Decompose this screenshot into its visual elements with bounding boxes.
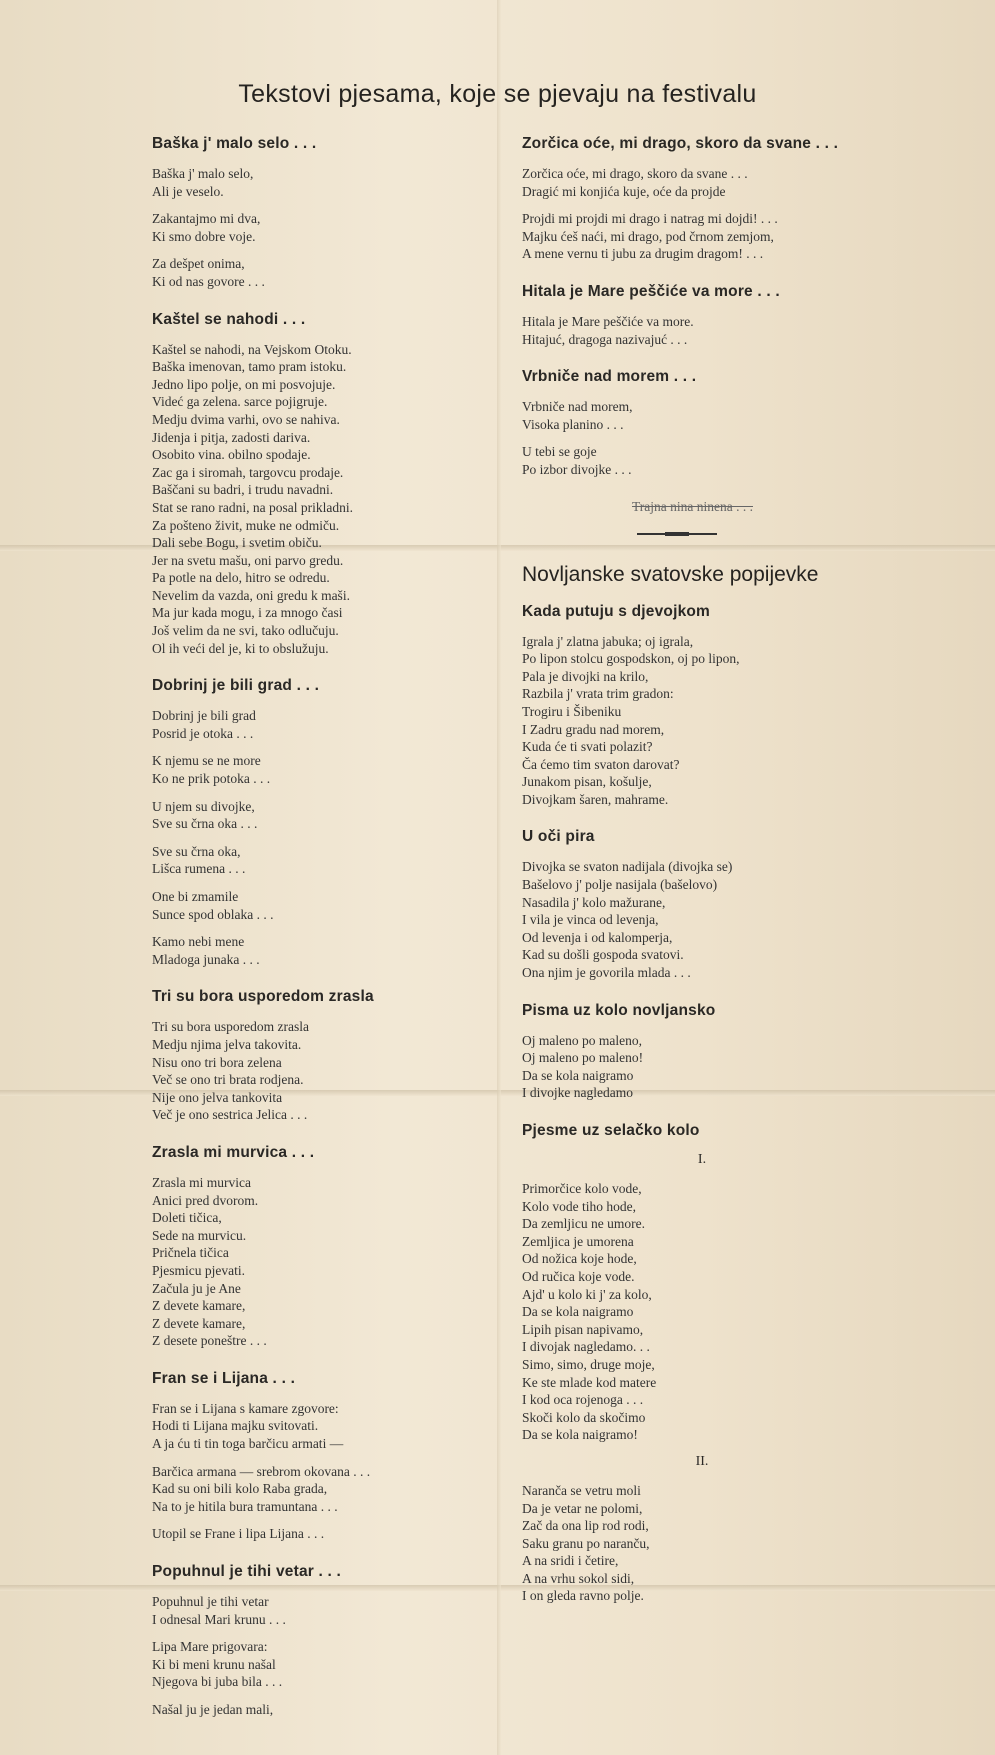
poem-heading: Kaštel se nahodi . . . (152, 310, 306, 328)
poem-section (152, 1563, 482, 1719)
poem-line: Sunce spod oblaka . . . (152, 906, 274, 922)
poem-line: Našal ju je jedan mali, (152, 1702, 274, 1717)
poem-section (522, 1122, 882, 1605)
stanza (152, 843, 482, 878)
poem-line: Nasadila j' kolo mažurane, (522, 894, 666, 910)
poem-line: Anici pred dvorom. (152, 1192, 259, 1208)
poem-line: Za dešpet onima, (152, 256, 245, 272)
poem-heading: Fran se i Lijana . . . (152, 1369, 296, 1387)
stanza (152, 798, 482, 833)
stanza (522, 443, 882, 478)
poem-line: Sve su črna oka . . . (152, 816, 258, 832)
stanza (152, 341, 482, 658)
poem-line: Ajd' u kolo ki j' za kolo, (522, 1286, 652, 1302)
poem-line: Z devete kamare, (152, 1298, 246, 1314)
poem-line: Jer na svetu mašu, oni parvo gredu. (152, 552, 344, 568)
poem-heading: Pisma uz kolo novljansko (522, 1001, 716, 1019)
poem-section (152, 135, 482, 291)
poem-heading: Zorčica oće, mi drago, skoro da svane . . . (522, 135, 839, 152)
poem-line: Pričnela tičica (152, 1245, 229, 1261)
poem-line: Sve su črna oka, (152, 843, 241, 859)
poem-heading: Kada putuju s djevojkom (522, 602, 711, 620)
poem-line: Medju njima jelva takovita. (152, 1036, 302, 1052)
poem-line: Ko ne prik potoka . . . (152, 771, 271, 787)
poem-line: Zemljica je umorena (522, 1233, 634, 1249)
poem-line: Ali je veselo. (152, 183, 224, 199)
poem-line: I divojak nagledamo. . . (522, 1339, 650, 1355)
stanza (152, 888, 482, 923)
poem-line: Medju dvima varhi, ovo se nahiva. (152, 411, 340, 427)
poem-line: A na sridi i četire, (522, 1553, 619, 1569)
poem-line: Njegova bi juba bila . . . (152, 1674, 283, 1690)
stanza (152, 1018, 482, 1124)
poem-line: I vila je vinca od levenja, (522, 912, 659, 928)
poem-section (522, 135, 882, 263)
poem-heading: Pjesme uz selačko kolo (522, 1122, 700, 1139)
poem-section (152, 677, 482, 968)
poem-line: U njem su divojke, (152, 798, 255, 814)
poem-line: Tri su bora usporedom zrasla (152, 1019, 309, 1035)
poem-line: A mene vernu ti jubu za drugim dragom! . . . (522, 246, 764, 262)
refrain-line: Trajna nina ninena . . . (632, 498, 753, 514)
poem-line: Lipih pisan napivamo, (522, 1321, 644, 1337)
stanza (152, 210, 482, 245)
poem-line: Barčica armana — srebrom okovana . . . (152, 1463, 371, 1479)
stanza (152, 165, 482, 200)
poem-line: Bašelovo j' polje nasijala (bašelovo) (522, 877, 718, 893)
poem-line: Nisu ono tri bora zelena (152, 1054, 282, 1070)
poem-heading: Popuhnul je tihi vetar . . . (152, 1563, 342, 1581)
poem-line: Zac ga i siromah, targovcu prodaje. (152, 464, 344, 480)
poem-line: Primorčice kolo vode, (522, 1181, 642, 1196)
poem-line: Ki smo dobre voje. (152, 228, 256, 244)
poem-section (152, 311, 482, 658)
poem-line: Visoka planino . . . (522, 416, 624, 432)
poem-line: Divojkam šaren, mahrame. (522, 791, 669, 807)
poem-line: Pala je divojki na krilo, (522, 668, 649, 684)
poem-line: Ke ste mlade kod matere (522, 1374, 657, 1390)
stanza (152, 1701, 482, 1719)
poem-section (152, 988, 482, 1124)
stanza (522, 398, 882, 433)
poem-line: Baščani su badri, i trudu navadni. (152, 482, 334, 498)
poem-line: Baška j' malo selo, (152, 166, 254, 181)
poem-line: Po izbor divojke . . . (522, 461, 632, 477)
poem-line: Hitajuć, dragoga nazivajuć . . . (522, 331, 688, 347)
poem-line: Kad su došli gospoda svatovi. (522, 947, 684, 963)
stanza (522, 633, 882, 809)
poem-line: Ona njim je govorila mlada . . . (522, 965, 691, 981)
poem-heading: Dobrinj je bili grad . . . (152, 677, 320, 695)
poem-section (522, 603, 882, 809)
poem-line: Divojka se svaton nadijala (divojka se) (522, 859, 733, 875)
poem-line: Naranča se vetru moli (522, 1482, 641, 1498)
poem-line: Trogiru i Šibeniku (522, 703, 622, 719)
poem-line: Oj maleno po maleno! (522, 1050, 644, 1066)
part-label: II. (695, 1453, 709, 1469)
poem-line: Jidenja i pitja, zadosti dariva. (152, 429, 311, 445)
poem-section (522, 368, 882, 478)
poem-line: Junakom pisan, košulje, (522, 774, 652, 790)
stanza (152, 1593, 482, 1628)
section-title: Novljanske svatovske popijevke (522, 562, 819, 586)
poem-line: Vrbniče nad morem, (522, 399, 633, 415)
poem-line: U tebi se goje (522, 444, 597, 460)
poem-line: Kad su oni bili kolo Raba grada, (152, 1481, 328, 1497)
poem-line: Skoči kolo da skočimo (522, 1409, 646, 1425)
poem-line: Ča ćemo tim svaton darovat? (522, 756, 680, 772)
poem-line: I odnesal Mari krunu . . . (152, 1611, 286, 1627)
poem-line: Pjesmicu pjevati. (152, 1262, 245, 1278)
poem-line: Dobrinj je bili grad (152, 708, 256, 724)
poem-heading: Baška j' malo selo . . . (152, 135, 317, 152)
poem-line: Lipa Mare prigovara: (152, 1639, 268, 1655)
stanza (152, 1174, 482, 1350)
poem-heading: Hitala je Mare peščiće va more . . . (522, 282, 780, 300)
poem-line: Projdi mi projdi mi drago i natrag mi dojdi! . . . (522, 211, 778, 227)
poem-line: Lišca rumena . . . (152, 861, 246, 877)
poem-line: Videć ga zelena. sarce pojigruje. (152, 394, 328, 410)
poem-section (522, 283, 882, 348)
poem-line: Z devete kamare, (152, 1315, 246, 1331)
stanza (152, 1400, 482, 1453)
poem-line: Od nožica koje hode, (522, 1251, 637, 1267)
poem-line: Dragić mi konjića kuje, oće da projde (522, 183, 726, 199)
stanza (152, 752, 482, 787)
poem-line: Hitala je Mare peščiće va more. (522, 313, 694, 329)
poem-line: Mladoga junaka . . . (152, 951, 260, 967)
divider-ornament (637, 533, 717, 535)
poem-line: K njemu se ne more (152, 753, 261, 769)
poem-line: A na vrhu sokol sidi, (522, 1570, 635, 1586)
stanza (152, 1463, 482, 1516)
stanza (522, 165, 882, 200)
poem-line: Baška imenovan, tamo pram istoku. (152, 359, 347, 375)
poem-line: Saku granu po naranču, (522, 1535, 650, 1551)
stanza (522, 210, 882, 263)
part-label: I. (697, 1152, 707, 1167)
poem-section (152, 1370, 482, 1543)
poem-line: Hodi ti Lijana majku svitovati. (152, 1418, 319, 1434)
left-column (152, 135, 482, 1739)
poem-line: I Zadru gradu nad morem, (522, 721, 665, 737)
poem-line: I on gleda ravno polje. (522, 1588, 644, 1604)
poem-line: Zač da ona lip rod rodi, (522, 1518, 649, 1534)
poem-line: Ol ih veći del je, ki to obslužuju. (152, 640, 329, 656)
poem-line: Majku ćeš naći, mi drago, pod črnom zemjom, (522, 228, 774, 244)
poem-line: Kuda će ti svati polazit? (522, 739, 653, 755)
page-title: Tekstovi pjesama, koje se pjevaju na festivalu (238, 80, 757, 108)
poem-line: Fran se i Lijana s kamare zgovore: (152, 1400, 339, 1416)
poem-line: Kaštel se nahodi, na Vejskom Otoku. (152, 341, 352, 357)
stanza (152, 1638, 482, 1691)
poem-line: One bi zmamile (152, 889, 239, 904)
poem-line: Da se kola naigramo (522, 1304, 634, 1320)
poem-line: I kod oca rojenoga . . . (522, 1392, 644, 1408)
poem-line: Oj maleno po maleno, (522, 1032, 642, 1048)
stanza (522, 1032, 882, 1102)
poem-line: Z desete poneštre . . . (152, 1333, 267, 1349)
poem-line: I divojke nagledamo (522, 1085, 633, 1101)
poem-line: Da se kola naigramo (522, 1067, 634, 1083)
poem-line: Zorčica oće, mi drago, skoro da svane . . . (522, 166, 748, 181)
poem-line: Osobito vina. obilno spodaje. (152, 447, 311, 463)
poem-line: Igrala j' zlatna jabuka; oj igrala, (522, 633, 694, 649)
poem-line: Simo, simo, druge moje, (522, 1356, 655, 1372)
stanza (152, 1525, 482, 1543)
poem-line: Jedno lipo polje, on mi posvojuje. (152, 376, 336, 392)
poem-line: Posrid je otoka . . . (152, 725, 254, 741)
poem-line: Dali sebe Bogu, i svetim običu. (152, 535, 322, 551)
poem-line: Za pošteno živit, muke ne odmiču. (152, 517, 340, 533)
stanza (152, 707, 482, 742)
poem-line: Več je ono sestrica Jelica . . . (152, 1107, 308, 1123)
poem-section (522, 1002, 882, 1102)
poem-line: Da se kola naigramo! (522, 1427, 638, 1443)
poem-heading: Vrbniče nad morem . . . (522, 368, 697, 386)
poem-line: Da je vetar ne polomi, (522, 1500, 643, 1516)
stanza (152, 933, 482, 968)
poem-line: Utopil se Frane i lipa Lijana . . . (152, 1526, 325, 1542)
poem-line: Zrasla mi murvica (152, 1174, 251, 1190)
poem-line: Ki od nas govore . . . (152, 273, 265, 289)
poem-line: Nevelim da vazda, oni gredu k maši. (152, 587, 350, 603)
right-column (522, 135, 882, 1625)
poem-line: Nije ono jelva tankovita (152, 1089, 283, 1105)
poem-line: Doleti tičica, (152, 1210, 222, 1226)
poem-line: Zakantajmo mi dva, (152, 211, 261, 227)
poem-line: Po lipon stolcu gospodskon, oj po lipon, (522, 651, 740, 667)
poem-line: Popuhnul je tihi vetar (152, 1594, 269, 1610)
poem-heading: Zrasla mi murvica . . . (152, 1143, 315, 1161)
poem-line: Razbila j' vrata trim gradon: (522, 686, 674, 702)
stanza (522, 313, 882, 348)
poem-line: A ja ću ti tin toga barčicu armati — (152, 1436, 344, 1452)
poem-line: Od ručica koje vode. (522, 1268, 635, 1284)
poem-line: Od levenja i od kalomperja, (522, 929, 673, 945)
poem-line: Pa potle na delo, hitro se odredu. (152, 570, 330, 586)
paper-fold-vertical (497, 0, 501, 1755)
stanza (152, 255, 482, 290)
poem-line: Na to je hitila bura tramuntana . . . (152, 1498, 338, 1514)
poem-line: Ma jur kada mogu, i za mnogo časi (152, 605, 343, 621)
poem-heading: Tri su bora usporedom zrasla (152, 988, 374, 1006)
poem-line: Sede na murvicu. (152, 1227, 247, 1243)
poem-line: Da zemljicu ne umore. (522, 1216, 645, 1232)
poem-line: Kolo vode tiho hode, (522, 1198, 636, 1214)
poem-section (522, 828, 882, 981)
poem-line: Kamo nebi mene (152, 934, 245, 950)
poem-line: Ki bi meni krunu našal (152, 1656, 276, 1672)
poem-heading: U oči pira (522, 828, 595, 846)
poem-line: Začula ju je Ane (152, 1280, 241, 1296)
poem-line: Stat se rano radni, na posal prikladni. (152, 499, 353, 515)
stanza (522, 1180, 882, 1444)
stanza (522, 858, 882, 981)
stanza (522, 1482, 882, 1605)
poem-section (152, 1144, 482, 1350)
poem-line: Još velim da ne svi, tako odlučuju. (152, 623, 339, 639)
poem-line: Več se ono tri brata rodjena. (152, 1072, 304, 1088)
